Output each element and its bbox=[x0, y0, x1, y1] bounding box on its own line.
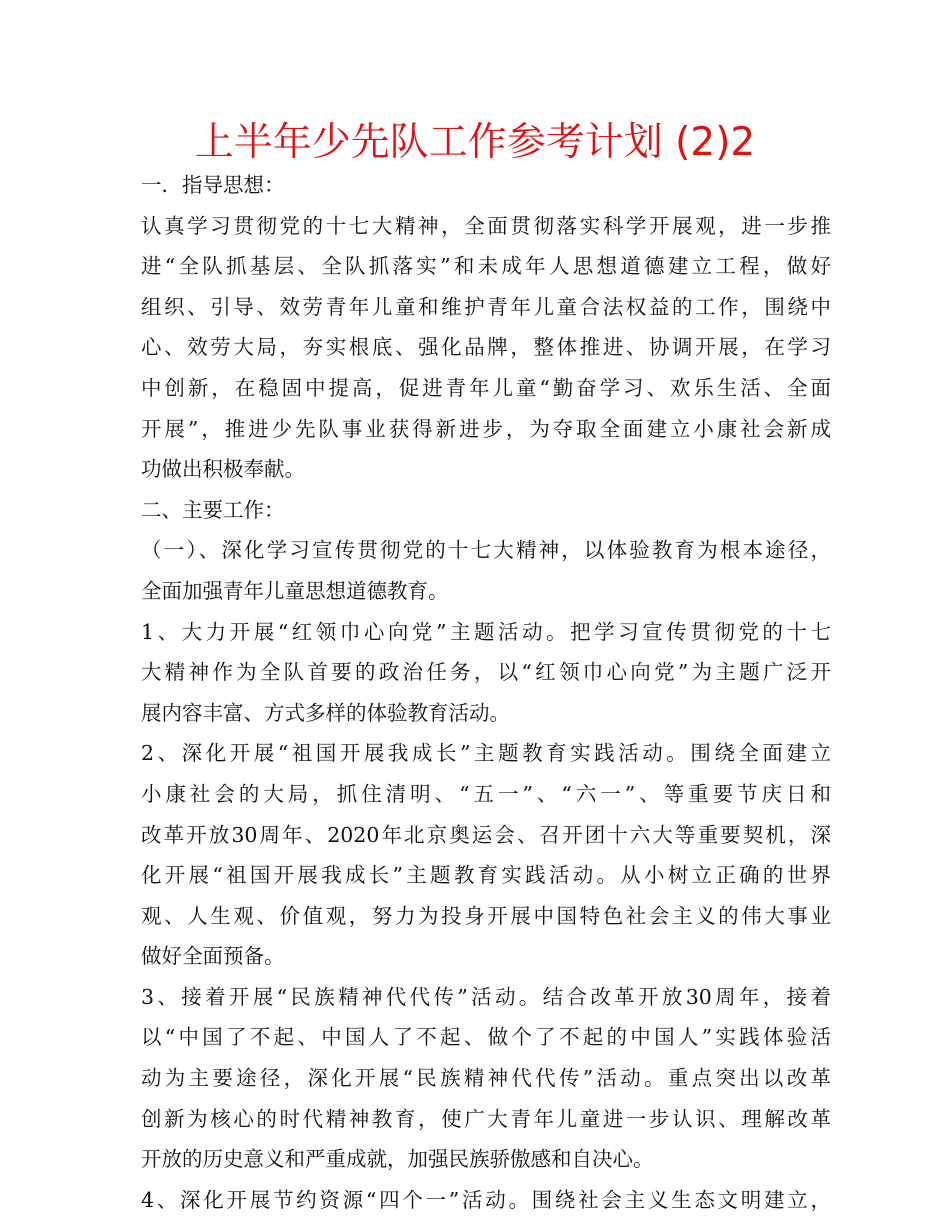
item-3-line: 以“中国了不起、中国人了不起、做个了不起的中国人”实践体验活 bbox=[141, 1025, 831, 1050]
item-3-line: 开放的历史意义和严重成就，加强民族骄傲感和自决心。 bbox=[141, 1147, 654, 1172]
paragraph-line: 心、效劳大局，夯实根底、强化品牌，整体推进、协调开展，在学习 bbox=[141, 335, 831, 360]
paragraph-line: 进“全队抓基层、全队抓落实”和未成年人思想道德建立工程，做好 bbox=[141, 254, 831, 279]
item-2-line: 做好全面预备。 bbox=[141, 944, 285, 969]
item-2-line: 改革开放30周年、2020年北京奥运会、召开团十六大等重要契机，深 bbox=[141, 822, 831, 847]
subheading-line: 全面加强青年儿童思想道德教育。 bbox=[141, 578, 449, 603]
paragraph-line: 功做出积极奉献。 bbox=[141, 457, 305, 482]
item-1-line: 1、大力开展“红领巾心向党”主题活动。把学习宣传贯彻党的十七 bbox=[141, 619, 831, 644]
item-1-line: 展内容丰富、方式多样的体验教育活动。 bbox=[141, 700, 510, 725]
document-title: 上半年少先队工作参考计划 (2)2 bbox=[194, 120, 756, 165]
item-1-line: 大精神作为全队首要的政治任务，以“红领巾心向党”为主题广泛开 bbox=[141, 660, 831, 685]
paragraph-line: 中创新，在稳固中提高，促进青年儿童“勤奋学习、欢乐生活、全面 bbox=[141, 375, 831, 400]
item-2-line: 化开展“祖国开展我成长”主题教育实践活动。从小树立正确的世界 bbox=[141, 863, 831, 888]
item-4-line: 4、深化开展节约资源“四个一”活动。围绕社会主义生态文明建立， bbox=[141, 1187, 831, 1212]
item-2-line: 小康社会的大局，抓住清明、“五一”、“六一”、等重要节庆日和 bbox=[141, 781, 831, 806]
heading-main-work: 二、主要工作： bbox=[141, 497, 285, 522]
document-body bbox=[141, 165, 831, 1220]
item-2-line: 观、人生观、价值观，努力为投身开展中国特色社会主义的伟大事业 bbox=[141, 903, 831, 928]
item-3-line: 3、接着开展“民族精神代代传”活动。结合改革开放30周年，接着 bbox=[141, 984, 831, 1009]
item-3-line: 动为主要途径，深化开展“民族精神代代传”活动。重点突出以改革 bbox=[141, 1066, 831, 1091]
subheading-line: （一）、深化学习宣传贯彻党的十七大精神，以体验教育为根本途径， bbox=[141, 538, 831, 563]
paragraph-line: 认真学习贯彻党的十七大精神，全面贯彻落实科学开展观，进一步推 bbox=[141, 213, 831, 238]
heading-guiding-ideology: 一．指导思想： bbox=[141, 173, 285, 197]
paragraph-line: 组织、引导、效劳青年儿童和维护青年儿童合法权益的工作，围绕中 bbox=[141, 294, 831, 319]
item-2-line: 2、深化开展“祖国开展我成长”主题教育实践活动。围绕全面建立 bbox=[141, 741, 831, 766]
item-3-line: 创新为核心的时代精神教育，使广大青年儿童进一步认识、理解改革 bbox=[141, 1106, 831, 1131]
paragraph-line: 开展”，推进少先队事业获得新进步，为夺取全面建立小康社会新成 bbox=[141, 416, 831, 441]
